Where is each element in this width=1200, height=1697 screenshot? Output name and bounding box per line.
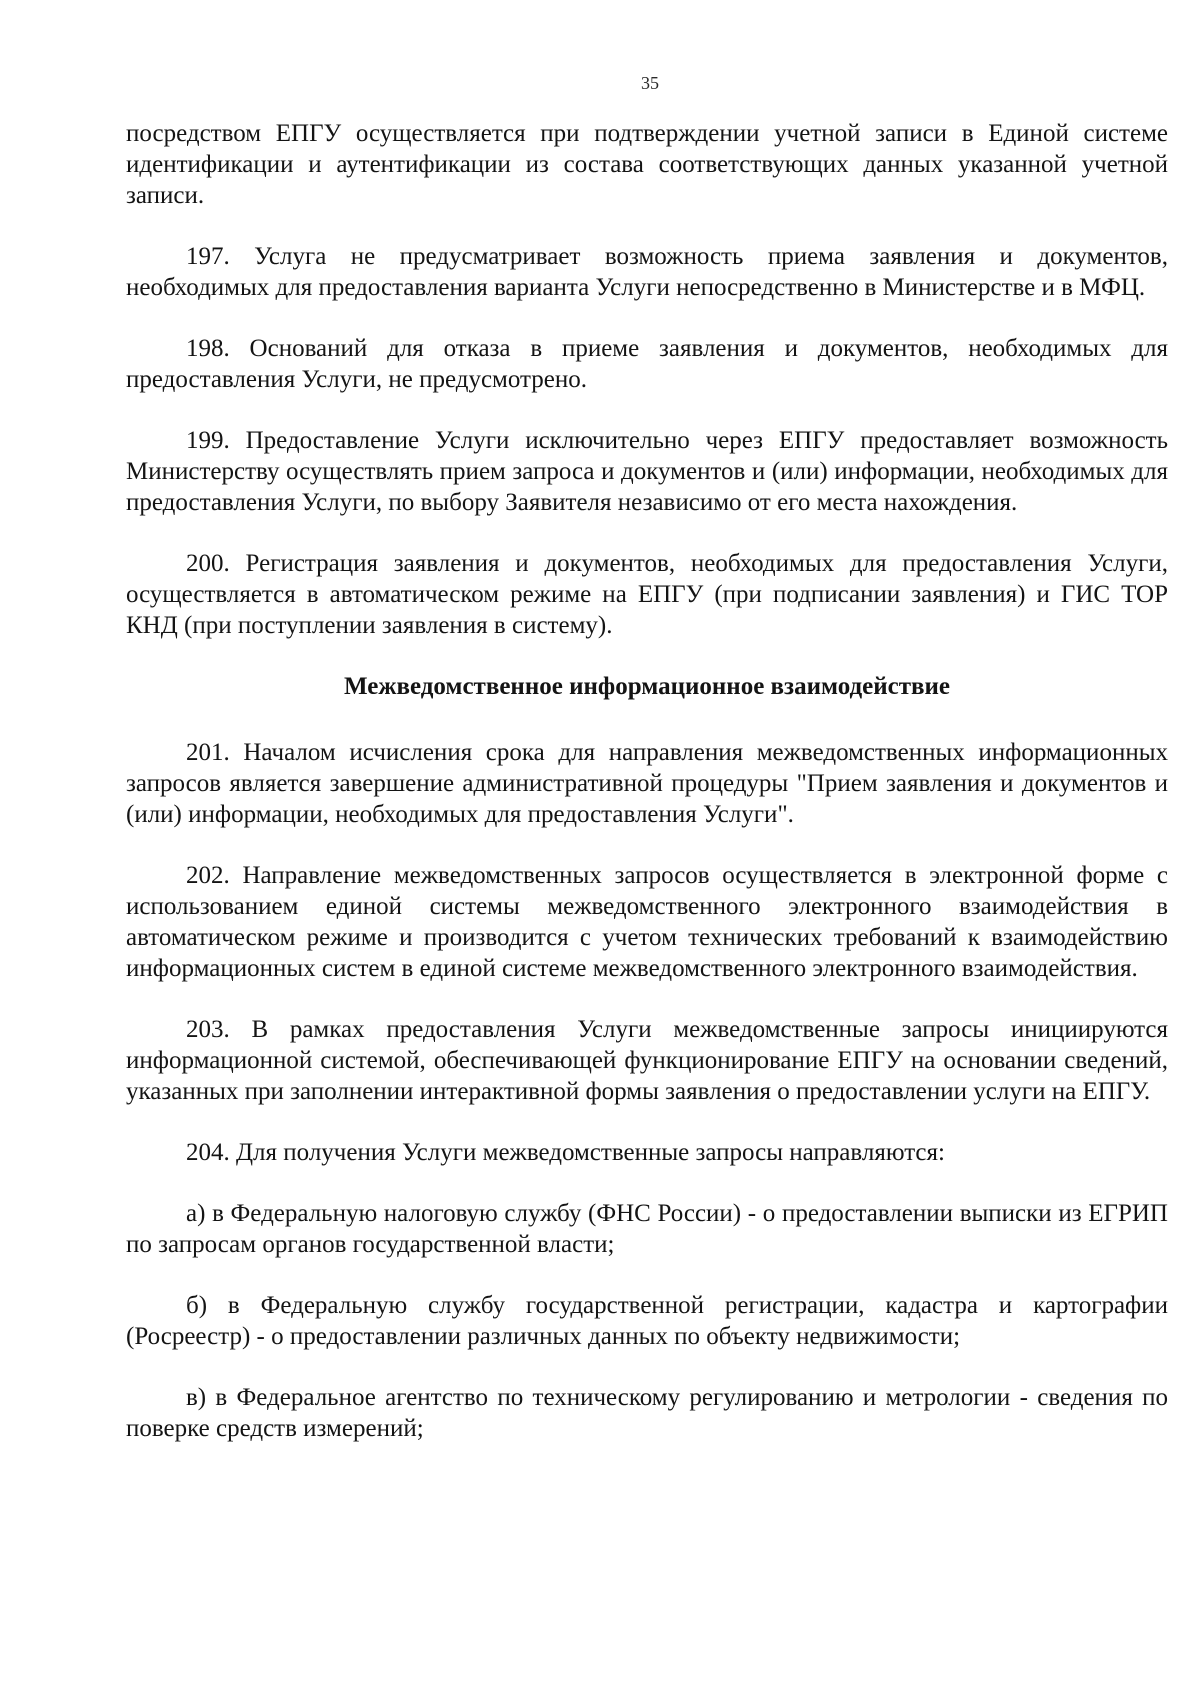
paragraph-200: 200. Регистрация заявления и документов, необходимых для предоставления Услуги, осуществляется в автоматическом режиме на ЕПГУ (при подписании заявления) и ГИС ТОР КНД (при поступлении заявления в систему). [126, 550, 1168, 639]
list-item-a: а) в Федеральную налоговую службу (ФНС России) - о предоставлении выписки из ЕГРИП по запросам органов государственной власти; [126, 1200, 1168, 1258]
paragraph-202: 202. Направление межведомственных запросов осуществляется в электронной форме с использованием единой системы межведомственного электронного взаимодействия в автоматическом режиме и производится с учетом технических требований к взаимодействию информационных систем в единой системе межведомственного электронного взаимодействия. [126, 862, 1168, 982]
paragraph-continuation: посредством ЕПГУ осуществляется при подтверждении учетной записи в Единой системе идентификации и аутентификации из состава соответствующих данных указанной учетной записи. [126, 120, 1168, 209]
list-item-v: в) в Федеральное агентство по техническому регулированию и метрологии - сведения по поверке средств измерений; [126, 1384, 1168, 1442]
paragraph-199: 199. Предоставление Услуги исключительно через ЕПГУ предоставляет возможность Министерству осуществлять прием запроса и документов и (или) информации, необходимых для предоставления Услуги, по выбору Заявителя независимо от его места нахождения. [126, 427, 1168, 516]
document-body [126, 118, 1168, 1474]
paragraph-198: 198. Оснований для отказа в приеме заявления и документов, необходимых для предоставления Услуги, не предусмотрено. [126, 335, 1168, 393]
page-number: 35 [641, 73, 659, 93]
section-heading: Межведомственное информационное взаимодействие [344, 673, 950, 700]
paragraph-204: 204. Для получения Услуги межведомственные запросы направляются: [186, 1139, 945, 1166]
paragraph-203: 203. В рамках предоставления Услуги межведомственные запросы инициируются информационной системой, обеспечивающей функционирование ЕПГУ на основании сведений, указанных при заполнении интерактивной формы заявления о предоставлении услуги на ЕПГУ. [126, 1016, 1168, 1105]
paragraph-197: 197. Услуга не предусматривает возможность приема заявления и документов, необходимых для предоставления варианта Услуги непосредственно в Министерстве и в МФЦ. [126, 243, 1168, 301]
list-item-b: б) в Федеральную службу государственной регистрации, кадастра и картографии (Росреестр) - о предоставлении различных данных по объекту недвижимости; [126, 1292, 1168, 1350]
paragraph-201: 201. Началом исчисления срока для направления межведомственных информационных запросов является завершение административной процедуры "Прием заявления и документов и (или) информации, необходимых для предоставления Услуги". [126, 739, 1168, 828]
